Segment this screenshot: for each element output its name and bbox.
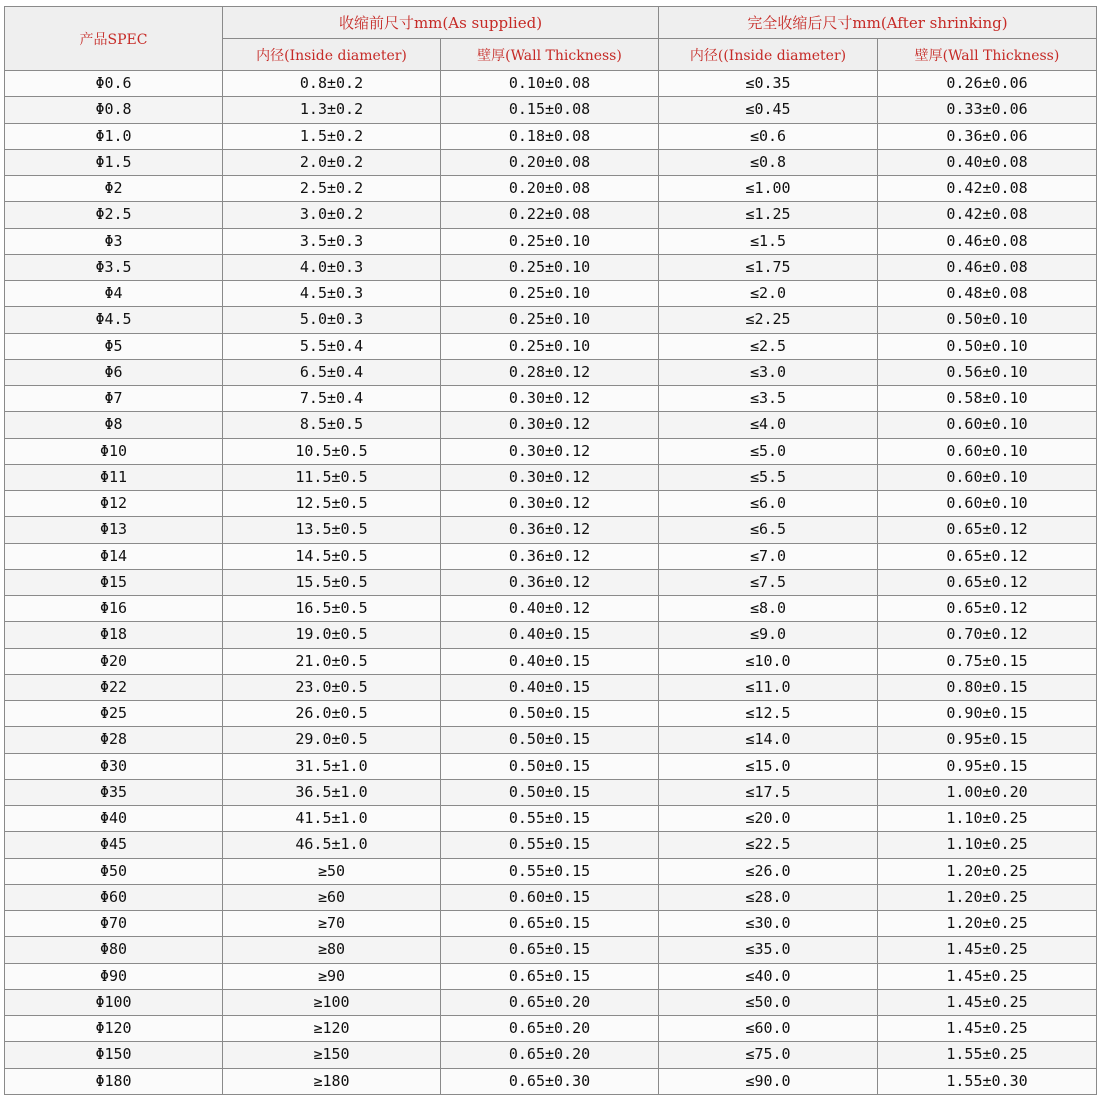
spec-cell: Φ180 (5, 1068, 223, 1094)
wall-thickness-supplied-cell: 0.40±0.12 (441, 596, 659, 622)
table-row (5, 674, 1097, 700)
wall-thickness-shrunk-cell: 1.00±0.20 (878, 779, 1097, 805)
spec-cell: Φ14 (5, 543, 223, 569)
spec-cell: Φ3.5 (5, 254, 223, 280)
spec-cell: Φ1.0 (5, 123, 223, 149)
inside-diameter-shrunk-cell: ≤30.0 (659, 911, 878, 937)
spec-cell: Φ13 (5, 517, 223, 543)
table-row (5, 281, 1097, 307)
table-row (5, 491, 1097, 517)
table-row (5, 254, 1097, 280)
wall-thickness-supplied-cell: 0.30±0.12 (441, 491, 659, 517)
wall-thickness-supplied-cell: 0.25±0.10 (441, 228, 659, 254)
spec-cell: Φ11 (5, 464, 223, 490)
wall-thickness-shrunk-cell: 0.65±0.12 (878, 517, 1097, 543)
table-row (5, 701, 1097, 727)
spec-cell: Φ3 (5, 228, 223, 254)
inside-diameter-shrunk-cell: ≤9.0 (659, 622, 878, 648)
spec-cell: Φ2.5 (5, 202, 223, 228)
wall-thickness-supplied-cell: 0.30±0.12 (441, 464, 659, 490)
inside-diameter-shrunk-cell: ≤10.0 (659, 648, 878, 674)
inside-diameter-shrunk-cell: ≤7.5 (659, 569, 878, 595)
inside-diameter-shrunk-cell: ≤5.5 (659, 464, 878, 490)
spec-cell: Φ1.5 (5, 149, 223, 175)
wall-thickness-shrunk-cell: 1.10±0.25 (878, 832, 1097, 858)
wall-thickness-shrunk-cell: 0.75±0.15 (878, 648, 1097, 674)
wall-thickness-shrunk-cell: 0.60±0.10 (878, 412, 1097, 438)
inside-diameter-shrunk-cell: ≤5.0 (659, 438, 878, 464)
inside-diameter-supplied-cell: 41.5±1.0 (223, 806, 441, 832)
table-row (5, 806, 1097, 832)
spec-cell: Φ60 (5, 884, 223, 910)
spec-cell: Φ6 (5, 359, 223, 385)
inside-diameter-shrunk-cell: ≤14.0 (659, 727, 878, 753)
inside-diameter-supplied-cell: 11.5±0.5 (223, 464, 441, 490)
table-row (5, 123, 1097, 149)
inside-diameter-supplied-cell: 8.5±0.5 (223, 412, 441, 438)
inside-diameter-supplied-cell: ≥150 (223, 1042, 441, 1068)
wall-thickness-supplied-cell: 0.30±0.12 (441, 412, 659, 438)
header-row-top (5, 7, 1097, 39)
inside-diameter-shrunk-cell: ≤50.0 (659, 989, 878, 1015)
wall-thickness-shrunk-cell: 0.60±0.10 (878, 438, 1097, 464)
table-row (5, 228, 1097, 254)
spec-cell: Φ50 (5, 858, 223, 884)
wall-thickness-supplied-cell: 0.55±0.15 (441, 858, 659, 884)
inside-diameter-shrunk-cell: ≤1.00 (659, 176, 878, 202)
wall-thickness-shrunk-cell: 0.42±0.08 (878, 202, 1097, 228)
spec-cell: Φ40 (5, 806, 223, 832)
spec-cell: Φ7 (5, 386, 223, 412)
inside-diameter-shrunk-cell: ≤6.0 (659, 491, 878, 517)
inside-diameter-shrunk-cell: ≤60.0 (659, 1016, 878, 1042)
wall-thickness-shrunk-cell: 0.33±0.06 (878, 97, 1097, 123)
spec-cell: Φ16 (5, 596, 223, 622)
table-row (5, 71, 1097, 97)
spec-cell: Φ45 (5, 832, 223, 858)
header-wall-thickness-supplied: 壁厚(Wall Thickness) (441, 39, 659, 71)
inside-diameter-supplied-cell: ≥80 (223, 937, 441, 963)
table-row (5, 911, 1097, 937)
inside-diameter-shrunk-cell: ≤35.0 (659, 937, 878, 963)
inside-diameter-supplied-cell: 5.0±0.3 (223, 307, 441, 333)
inside-diameter-supplied-cell: ≥50 (223, 858, 441, 884)
inside-diameter-supplied-cell: 16.5±0.5 (223, 596, 441, 622)
wall-thickness-supplied-cell: 0.40±0.15 (441, 622, 659, 648)
inside-diameter-supplied-cell: 5.5±0.4 (223, 333, 441, 359)
inside-diameter-supplied-cell: ≥120 (223, 1016, 441, 1042)
inside-diameter-shrunk-cell: ≤40.0 (659, 963, 878, 989)
wall-thickness-supplied-cell: 0.30±0.12 (441, 438, 659, 464)
inside-diameter-shrunk-cell: ≤11.0 (659, 674, 878, 700)
inside-diameter-supplied-cell: 13.5±0.5 (223, 517, 441, 543)
wall-thickness-supplied-cell: 0.28±0.12 (441, 359, 659, 385)
spec-cell: Φ10 (5, 438, 223, 464)
spec-cell: Φ100 (5, 989, 223, 1015)
spec-cell: Φ150 (5, 1042, 223, 1068)
wall-thickness-supplied-cell: 0.65±0.15 (441, 911, 659, 937)
inside-diameter-shrunk-cell: ≤90.0 (659, 1068, 878, 1094)
spec-cell: Φ25 (5, 701, 223, 727)
wall-thickness-supplied-cell: 0.10±0.08 (441, 71, 659, 97)
table-row (5, 937, 1097, 963)
inside-diameter-supplied-cell: 4.0±0.3 (223, 254, 441, 280)
header-spec: 产品SPEC (5, 7, 223, 71)
wall-thickness-supplied-cell: 0.25±0.10 (441, 254, 659, 280)
spec-cell: Φ18 (5, 622, 223, 648)
table-row (5, 727, 1097, 753)
spec-cell: Φ4 (5, 281, 223, 307)
wall-thickness-supplied-cell: 0.50±0.15 (441, 753, 659, 779)
inside-diameter-shrunk-cell: ≤2.0 (659, 281, 878, 307)
table-row (5, 1042, 1097, 1068)
wall-thickness-shrunk-cell: 1.55±0.25 (878, 1042, 1097, 1068)
wall-thickness-supplied-cell: 0.25±0.10 (441, 307, 659, 333)
inside-diameter-supplied-cell: 0.8±0.2 (223, 71, 441, 97)
wall-thickness-shrunk-cell: 0.40±0.08 (878, 149, 1097, 175)
inside-diameter-supplied-cell: 2.5±0.2 (223, 176, 441, 202)
spec-cell: Φ15 (5, 569, 223, 595)
wall-thickness-shrunk-cell: 1.10±0.25 (878, 806, 1097, 832)
inside-diameter-supplied-cell: 6.5±0.4 (223, 359, 441, 385)
wall-thickness-shrunk-cell: 1.20±0.25 (878, 911, 1097, 937)
inside-diameter-shrunk-cell: ≤17.5 (659, 779, 878, 805)
inside-diameter-shrunk-cell: ≤15.0 (659, 753, 878, 779)
table-row (5, 438, 1097, 464)
wall-thickness-shrunk-cell: 0.65±0.12 (878, 569, 1097, 595)
inside-diameter-shrunk-cell: ≤0.8 (659, 149, 878, 175)
inside-diameter-shrunk-cell: ≤0.35 (659, 71, 878, 97)
wall-thickness-shrunk-cell: 0.46±0.08 (878, 254, 1097, 280)
header-inside-diameter-shrunk: 内径((Inside diameter) (659, 39, 878, 71)
spec-cell: Φ0.8 (5, 97, 223, 123)
table-row (5, 97, 1097, 123)
wall-thickness-shrunk-cell: 1.20±0.25 (878, 884, 1097, 910)
wall-thickness-shrunk-cell: 0.80±0.15 (878, 674, 1097, 700)
wall-thickness-supplied-cell: 0.55±0.15 (441, 806, 659, 832)
wall-thickness-supplied-cell: 0.65±0.15 (441, 937, 659, 963)
wall-thickness-shrunk-cell: 0.90±0.15 (878, 701, 1097, 727)
wall-thickness-supplied-cell: 0.22±0.08 (441, 202, 659, 228)
spec-cell: Φ35 (5, 779, 223, 805)
table-row (5, 202, 1097, 228)
wall-thickness-shrunk-cell: 0.70±0.12 (878, 622, 1097, 648)
header-inside-diameter-supplied: 内径(Inside diameter) (223, 39, 441, 71)
table-row (5, 622, 1097, 648)
wall-thickness-supplied-cell: 0.15±0.08 (441, 97, 659, 123)
inside-diameter-supplied-cell: 21.0±0.5 (223, 648, 441, 674)
table-row (5, 1068, 1097, 1094)
spec-cell: Φ120 (5, 1016, 223, 1042)
wall-thickness-supplied-cell: 0.65±0.20 (441, 1042, 659, 1068)
wall-thickness-supplied-cell: 0.40±0.15 (441, 648, 659, 674)
wall-thickness-supplied-cell: 0.60±0.15 (441, 884, 659, 910)
wall-thickness-shrunk-cell: 1.20±0.25 (878, 858, 1097, 884)
inside-diameter-supplied-cell: 15.5±0.5 (223, 569, 441, 595)
inside-diameter-shrunk-cell: ≤0.6 (659, 123, 878, 149)
inside-diameter-shrunk-cell: ≤1.75 (659, 254, 878, 280)
spec-table-container (4, 6, 1096, 1095)
inside-diameter-supplied-cell: ≥60 (223, 884, 441, 910)
wall-thickness-supplied-cell: 0.20±0.08 (441, 176, 659, 202)
wall-thickness-supplied-cell: 0.36±0.12 (441, 543, 659, 569)
wall-thickness-supplied-cell: 0.50±0.15 (441, 727, 659, 753)
table-row (5, 596, 1097, 622)
wall-thickness-shrunk-cell: 0.46±0.08 (878, 228, 1097, 254)
wall-thickness-shrunk-cell: 1.45±0.25 (878, 989, 1097, 1015)
inside-diameter-supplied-cell: 3.0±0.2 (223, 202, 441, 228)
inside-diameter-shrunk-cell: ≤26.0 (659, 858, 878, 884)
wall-thickness-supplied-cell: 0.18±0.08 (441, 123, 659, 149)
wall-thickness-supplied-cell: 0.25±0.10 (441, 333, 659, 359)
wall-thickness-supplied-cell: 0.65±0.20 (441, 1016, 659, 1042)
inside-diameter-supplied-cell: ≥70 (223, 911, 441, 937)
spec-table (4, 6, 1097, 1095)
wall-thickness-shrunk-cell: 0.65±0.12 (878, 596, 1097, 622)
table-row (5, 464, 1097, 490)
inside-diameter-shrunk-cell: ≤20.0 (659, 806, 878, 832)
table-row (5, 779, 1097, 805)
table-row (5, 359, 1097, 385)
table-row (5, 884, 1097, 910)
wall-thickness-shrunk-cell: 0.95±0.15 (878, 727, 1097, 753)
spec-cell: Φ0.6 (5, 71, 223, 97)
wall-thickness-shrunk-cell: 1.45±0.25 (878, 1016, 1097, 1042)
inside-diameter-supplied-cell: 36.5±1.0 (223, 779, 441, 805)
inside-diameter-supplied-cell: 31.5±1.0 (223, 753, 441, 779)
table-row (5, 386, 1097, 412)
inside-diameter-supplied-cell: 4.5±0.3 (223, 281, 441, 307)
inside-diameter-supplied-cell: ≥100 (223, 989, 441, 1015)
wall-thickness-supplied-cell: 0.55±0.15 (441, 832, 659, 858)
inside-diameter-supplied-cell: 1.5±0.2 (223, 123, 441, 149)
inside-diameter-shrunk-cell: ≤1.25 (659, 202, 878, 228)
inside-diameter-shrunk-cell: ≤12.5 (659, 701, 878, 727)
spec-cell: Φ70 (5, 911, 223, 937)
inside-diameter-shrunk-cell: ≤4.0 (659, 412, 878, 438)
inside-diameter-shrunk-cell: ≤2.5 (659, 333, 878, 359)
table-row (5, 1016, 1097, 1042)
wall-thickness-shrunk-cell: 1.45±0.25 (878, 963, 1097, 989)
table-row (5, 989, 1097, 1015)
inside-diameter-shrunk-cell: ≤8.0 (659, 596, 878, 622)
table-row (5, 412, 1097, 438)
inside-diameter-supplied-cell: 1.3±0.2 (223, 97, 441, 123)
inside-diameter-supplied-cell: ≥90 (223, 963, 441, 989)
inside-diameter-shrunk-cell: ≤1.5 (659, 228, 878, 254)
inside-diameter-supplied-cell: 19.0±0.5 (223, 622, 441, 648)
spec-cell: Φ90 (5, 963, 223, 989)
inside-diameter-shrunk-cell: ≤3.0 (659, 359, 878, 385)
inside-diameter-supplied-cell: 3.5±0.3 (223, 228, 441, 254)
inside-diameter-shrunk-cell: ≤6.5 (659, 517, 878, 543)
inside-diameter-supplied-cell: 29.0±0.5 (223, 727, 441, 753)
table-row (5, 307, 1097, 333)
spec-cell: Φ8 (5, 412, 223, 438)
spec-cell: Φ22 (5, 674, 223, 700)
inside-diameter-supplied-cell: 10.5±0.5 (223, 438, 441, 464)
table-row (5, 176, 1097, 202)
wall-thickness-shrunk-cell: 0.50±0.10 (878, 333, 1097, 359)
table-row (5, 832, 1097, 858)
wall-thickness-shrunk-cell: 1.55±0.30 (878, 1068, 1097, 1094)
spec-cell: Φ30 (5, 753, 223, 779)
inside-diameter-shrunk-cell: ≤2.25 (659, 307, 878, 333)
inside-diameter-shrunk-cell: ≤7.0 (659, 543, 878, 569)
wall-thickness-shrunk-cell: 0.60±0.10 (878, 491, 1097, 517)
inside-diameter-shrunk-cell: ≤28.0 (659, 884, 878, 910)
inside-diameter-shrunk-cell: ≤22.5 (659, 832, 878, 858)
table-row (5, 963, 1097, 989)
header-after-shrinking: 完全收缩后尺寸mm(After shrinking) (659, 7, 1097, 39)
spec-cell: Φ80 (5, 937, 223, 963)
wall-thickness-shrunk-cell: 0.95±0.15 (878, 753, 1097, 779)
inside-diameter-shrunk-cell: ≤0.45 (659, 97, 878, 123)
inside-diameter-supplied-cell: 12.5±0.5 (223, 491, 441, 517)
wall-thickness-supplied-cell: 0.36±0.12 (441, 517, 659, 543)
wall-thickness-supplied-cell: 0.65±0.30 (441, 1068, 659, 1094)
spec-cell: Φ2 (5, 176, 223, 202)
spec-cell: Φ4.5 (5, 307, 223, 333)
spec-cell: Φ20 (5, 648, 223, 674)
wall-thickness-shrunk-cell: 0.26±0.06 (878, 71, 1097, 97)
wall-thickness-supplied-cell: 0.65±0.15 (441, 963, 659, 989)
wall-thickness-shrunk-cell: 0.48±0.08 (878, 281, 1097, 307)
table-row (5, 333, 1097, 359)
wall-thickness-shrunk-cell: 0.60±0.10 (878, 464, 1097, 490)
table-header (5, 7, 1097, 71)
inside-diameter-supplied-cell: 26.0±0.5 (223, 701, 441, 727)
table-row (5, 149, 1097, 175)
inside-diameter-supplied-cell: 2.0±0.2 (223, 149, 441, 175)
wall-thickness-shrunk-cell: 0.65±0.12 (878, 543, 1097, 569)
wall-thickness-supplied-cell: 0.30±0.12 (441, 386, 659, 412)
inside-diameter-shrunk-cell: ≤3.5 (659, 386, 878, 412)
inside-diameter-supplied-cell: 7.5±0.4 (223, 386, 441, 412)
inside-diameter-shrunk-cell: ≤75.0 (659, 1042, 878, 1068)
wall-thickness-shrunk-cell: 0.50±0.10 (878, 307, 1097, 333)
table-row (5, 543, 1097, 569)
inside-diameter-supplied-cell: 23.0±0.5 (223, 674, 441, 700)
table-row (5, 569, 1097, 595)
wall-thickness-shrunk-cell: 0.58±0.10 (878, 386, 1097, 412)
inside-diameter-supplied-cell: 14.5±0.5 (223, 543, 441, 569)
wall-thickness-shrunk-cell: 1.45±0.25 (878, 937, 1097, 963)
header-as-supplied: 收缩前尺寸mm(As supplied) (223, 7, 659, 39)
inside-diameter-supplied-cell: 46.5±1.0 (223, 832, 441, 858)
wall-thickness-shrunk-cell: 0.42±0.08 (878, 176, 1097, 202)
table-row (5, 517, 1097, 543)
table-row (5, 858, 1097, 884)
spec-cell: Φ5 (5, 333, 223, 359)
wall-thickness-supplied-cell: 0.65±0.20 (441, 989, 659, 1015)
spec-cell: Φ12 (5, 491, 223, 517)
wall-thickness-supplied-cell: 0.50±0.15 (441, 779, 659, 805)
spec-cell: Φ28 (5, 727, 223, 753)
header-wall-thickness-shrunk: 壁厚(Wall Thickness) (878, 39, 1097, 71)
wall-thickness-shrunk-cell: 0.36±0.06 (878, 123, 1097, 149)
table-body (5, 71, 1097, 1095)
table-row (5, 648, 1097, 674)
wall-thickness-supplied-cell: 0.20±0.08 (441, 149, 659, 175)
wall-thickness-supplied-cell: 0.36±0.12 (441, 569, 659, 595)
wall-thickness-supplied-cell: 0.50±0.15 (441, 701, 659, 727)
wall-thickness-shrunk-cell: 0.56±0.10 (878, 359, 1097, 385)
inside-diameter-supplied-cell: ≥180 (223, 1068, 441, 1094)
wall-thickness-supplied-cell: 0.25±0.10 (441, 281, 659, 307)
wall-thickness-supplied-cell: 0.40±0.15 (441, 674, 659, 700)
table-row (5, 753, 1097, 779)
